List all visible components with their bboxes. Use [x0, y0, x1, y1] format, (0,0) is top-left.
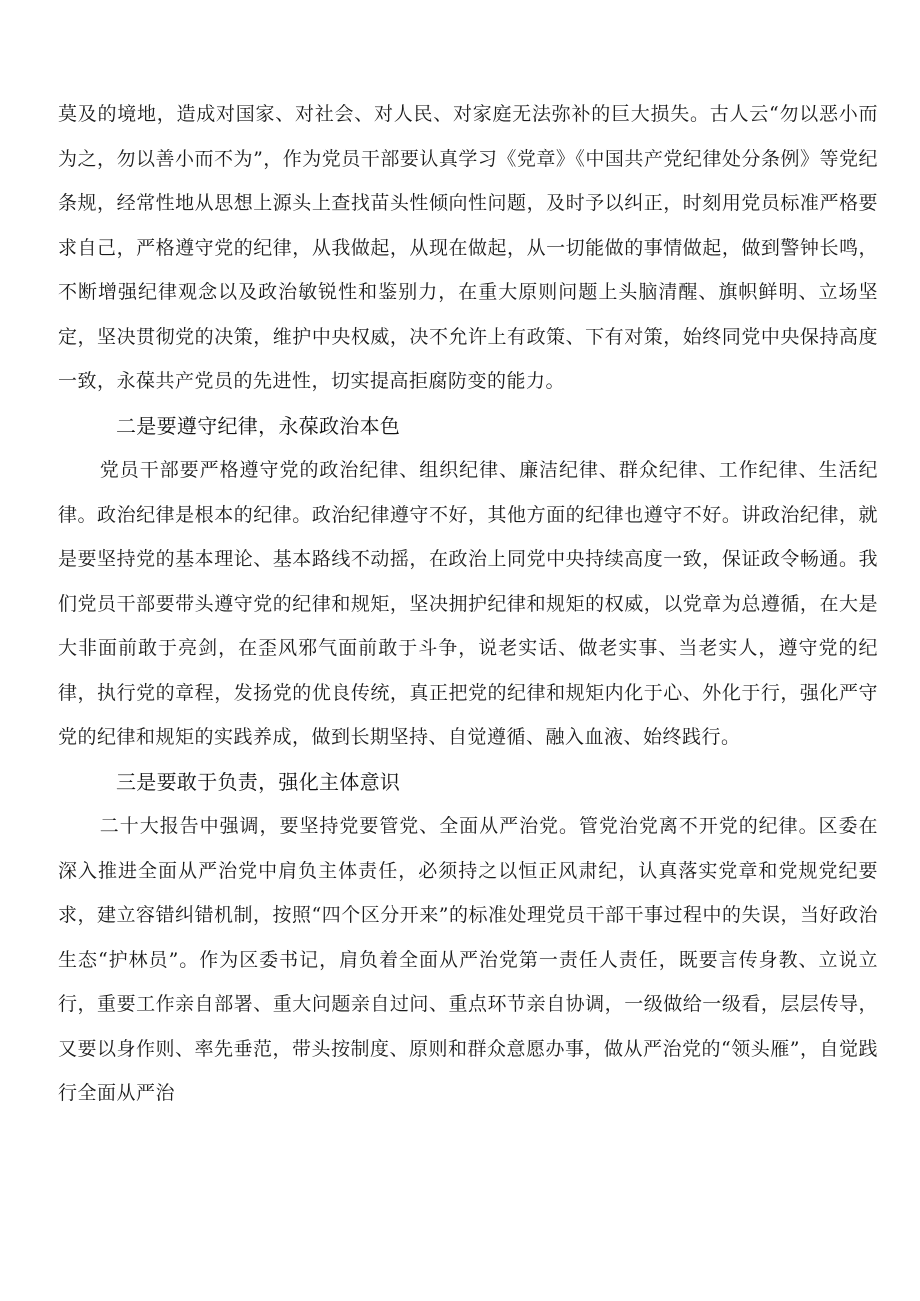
section-heading-3: 三是要敢于负责，强化主体意识 [116, 769, 401, 794]
document-body [58, 92, 878, 1116]
paragraph-responsibility: 二十大报告中强调，要坚持党要管党、全面从严治党。管党治党离不开党的纪律。区委在深入推进全面从严治党中肩负主体责任，必须持之以恒正风肃纪，认真落实党章和党规党纪要求，建立容错纠错机制，按照“四个区分开来”的标准处理党员干部干事过程中的失误，当好政治生态“护林员”。作为区委书记，肩负着全面从严治党第一责任人责任，既要言传身教、立说立行，重要工作亲自部署、重大问题亲自过问、重点环节亲自协调，一级做给一级看，层层传导，又要以身作则、率先垂范，带头按制度、原则和群众意愿办事，做从严治党的“领头雁”，自觉践行全面从严治 [58, 815, 878, 1104]
section-heading-2: 二是要遵守纪律，永葆政治本色 [116, 413, 401, 438]
paragraph-intro-continuation: 莫及的境地，造成对国家、对社会、对人民、对家庭无法弥补的巨大损失。古人云“勿以恶小而为之，勿以善小而不为”，作为党员干部要认真学习《党章》《中国共产党纪律处分条例》等党纪条规，经常性地从思想上源头上查找苗头性倾向性问题，及时予以纠正，时刻用党员标准严格要求自己，严格遵守党的纪律，从我做起，从现在做起，从一切能做的事情做起，做到警钟长鸣，不断增强纪律观念以及政治敏锐性和鉴别力，在重大原则问题上头脑清醒、旗帜鲜明、立场坚定，坚决贯彻党的决策，维护中央权威，决不允许上有政策、下有对策，始终同党中央保持高度一致，永葆共产党员的先进性，切实提高拒腐防变的能力。 [58, 103, 878, 392]
paragraph-discipline: 党员干部要严格遵守党的政治纪律、组织纪律、廉洁纪律、群众纪律、工作纪律、生活纪律。政治纪律是根本的纪律。政治纪律遵守不好，其他方面的纪律也遵守不好。讲政治纪律，就是要坚持党的基本理论、基本路线不动摇，在政治上同党中央持续高度一致，保证政令畅通。我们党员干部要带头遵守党的纪律和规矩，坚决拥护纪律和规矩的权威，以党章为总遵循，在大是大非面前敢于亮剑，在歪风邪气面前敢于斗争，说老实话、做老实事、当老实人，遵守党的纪律，执行党的章程，发扬党的优良传统，真正把党的纪律和规矩内化于心、外化于行，强化严守党的纪律和规矩的实践养成，做到长期坚持、自觉遵循、融入血液、始终践行。 [58, 459, 878, 748]
